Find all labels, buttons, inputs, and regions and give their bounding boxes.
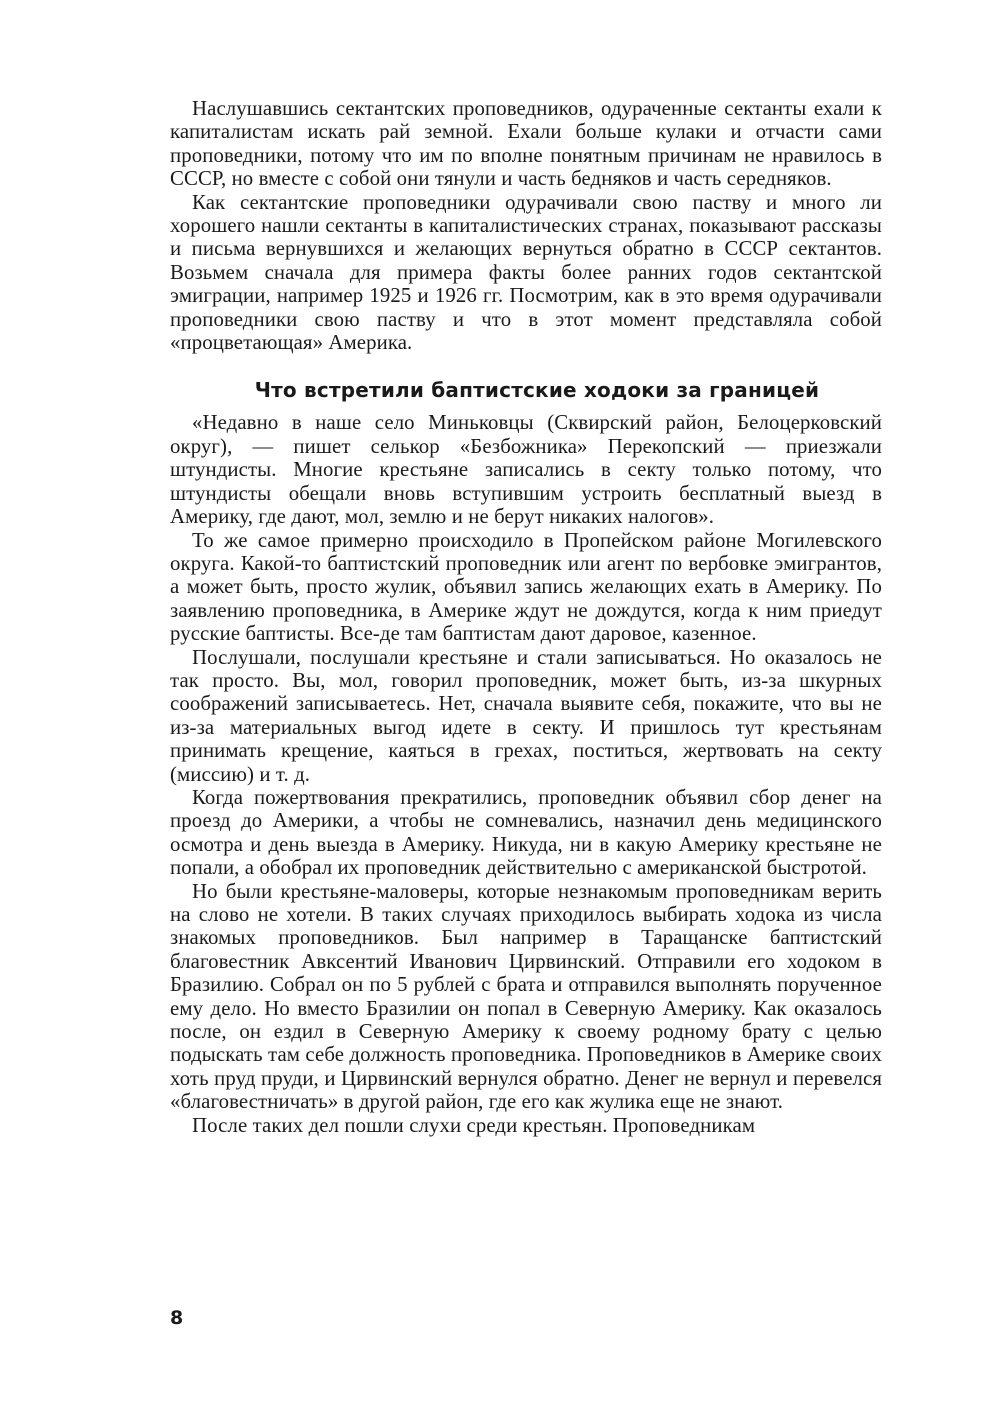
page-number: 8 xyxy=(170,1307,184,1329)
section-heading: Что встретили баптистские ходоки за границей xyxy=(254,378,820,403)
paragraph: Как сектантские проповедники одурачивали свою паству и много ли хорошего нашли сектанты в капиталистических странах, показывают рассказы и письма вернувшихся и желающих вернуться обратно в СССР сектантов. Возьмем сначала для примера факты более ранних годов сектантской эмиграции, например 1925 и 1926 гг. Посмотрим, как в это время одурачивали проповедники свою паству и что в этот момент представляла собой «процветающая» Америка. xyxy=(170,190,882,355)
paragraph: Наслушавшись сектантских проповедников, одураченные сектанты ехали к капиталистам искать рай земной. Ехали больше кулаки и отчасти сами проповедники, потому что им по вполне понятным причинам не нравилось в СССР, но вместе с собой они тянули и часть бедняков и часть середняков. xyxy=(170,97,882,191)
paragraph: Но были крестьяне-маловеры, которые незнакомым проповедникам верить на слово не хотели. В таких случаях приходилось выбирать ходока из числа знакомых проповедников. Был например в Таращанске баптистский благовестник Авксентий Иванович Цирвинский. Отправили его ходоком в Бразилию. Собрал он по 5 рублей с брата и отправился выполнять порученное ему дело. Но вместо Бразилии он попал в Северную Америку. Как оказалось после, он ездил в Северную Америку к своему родному брату с целью подыскать там себе должность проповедника. Проповедников в Америке своих хоть пруд пруди, и Цирвинский вернулся обратно. Денег не вернул и перевелся «благовестничать» в другой район, где его как жулика еще не знают. xyxy=(170,879,882,1114)
paragraph: «Недавно в наше село Миньковцы (Сквирский район, Белоцерковский округ), — пишет селькор «Безбожника» Перекопский — приезжали штундисты. Многие крестьяне записались в секту только потому, что штундисты обещали вновь вступившим устроить бесплатный выезд в Америку, где дают, мол, землю и не берут никаких налогов». xyxy=(170,411,882,529)
page-body xyxy=(170,97,882,1137)
paragraph: Когда пожертвования прекратились, проповедник объявил сбор денег на проезд до Америки, а чтобы не сомневались, назначил день медицинского осмотра и день выезда в Америку. Никуда, ни в какую Америку крестьяне не попали, а обобрал их проповедник действительно с американской быстротой. xyxy=(170,785,882,880)
paragraph: После таких дел пошли слухи среди крестьян. Проповедникам xyxy=(192,1113,756,1137)
paragraph: Послушали, послушали крестьяне и стали записываться. Но оказалось не так просто. Вы, мол, говорил проповедник, может быть, из-за шкурных соображений записываетесь. Нет, сначала выявите себя, покажите, что вы не из-за материальных выгод идете в секту. И пришлось тут крестьянам принимать крещение, каяться в грехах, поститься, жертвовать на секту (миссию) и т. д. xyxy=(170,645,882,786)
paragraph: То же самое примерно происходило в Пропейском районе Могилевского округа. Какой-то баптистский проповедник или агент по вербовке эмигрантов, а может быть, просто жулик, объявил запись желающих ехать в Америку. По заявлению проповедника, в Америке ждут не дождутся, когда к ним приедут русские баптисты. Все-де там баптистам дают даровое, казенное. xyxy=(170,528,882,646)
